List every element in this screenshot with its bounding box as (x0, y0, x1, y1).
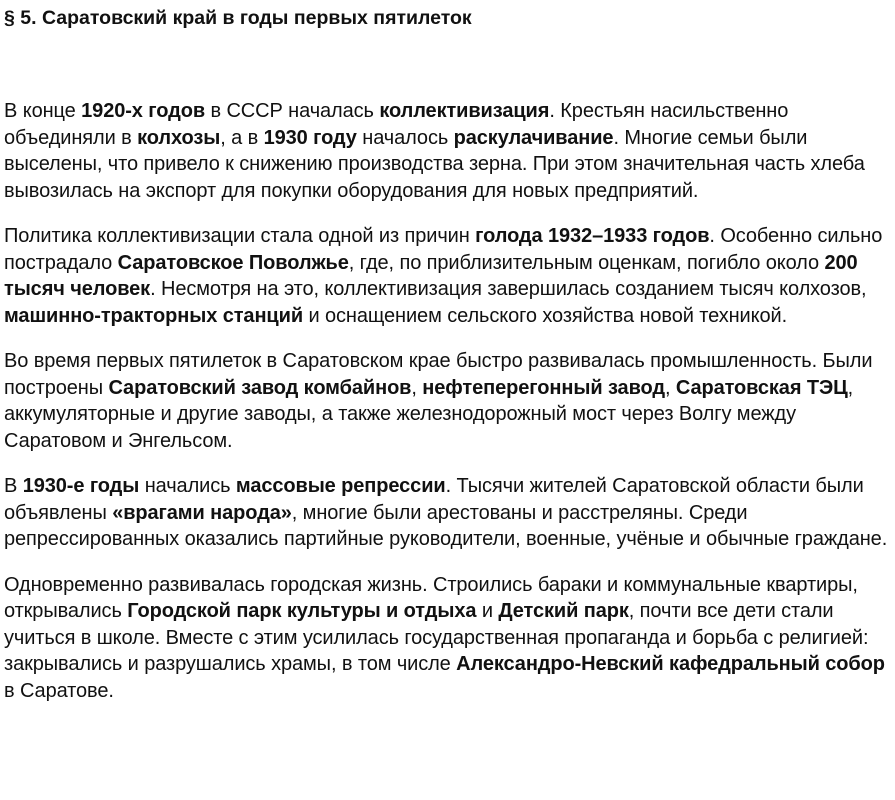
text-run: началось (356, 126, 454, 149)
bold-term: Александро-Невский кафедральный собор (456, 653, 885, 675)
bold-term: 1920-х годов (81, 100, 206, 122)
text-run: в Саратове. (4, 679, 114, 702)
bold-term: 1930 году (263, 126, 357, 149)
document-body (4, 98, 892, 723)
paragraph-1 (4, 98, 892, 204)
text-run: . Многие семьи были выселены, что привело к снижению производства зерна. При этом значительная часть хлеба вывозилась на экспорт для покупки оборудования для новых предприятий. (4, 126, 865, 202)
text-run: . Крестьян насильственно объединяли в (4, 100, 789, 149)
text-run: Политика коллективизации стала одной из причин (4, 225, 476, 247)
bold-term: 1930-е годы (22, 475, 140, 497)
text-run: . Тысячи жителей Саратовской области были объявлены (4, 475, 864, 524)
bold-term: «врагами народа» (112, 501, 292, 524)
text-run: , многие были арестованы и расстреляны. Среди репрессированных оказались партийные руководители, военные, учёные и обычные граждане. (4, 501, 888, 550)
text-run: , а в (220, 126, 264, 149)
bold-term: машинно-тракторных станций (4, 304, 304, 327)
text-run: начались (139, 475, 236, 497)
text-run: , почти все дети стали учиться в школе. Вместе с этим усилилась государственная пропаганда и борьба с религией: закрывались и разрушались храмы, в том числе (4, 600, 869, 675)
text-run: и (476, 600, 499, 622)
bold-term: колхозы (137, 126, 221, 149)
bold-term: Саратовский завод комбайнов (108, 376, 412, 399)
bold-term: 200 тысяч человек (4, 251, 858, 300)
bold-term: Городской парк культуры и отдыха (127, 600, 477, 622)
bold-term: нефтеперегонный завод (422, 376, 665, 399)
text-run: , где, по приблизительным оценкам, погибло около (348, 251, 825, 274)
text-run: Одновременно развивалась городская жизнь. Строились бараки и коммунальные квартиры, открывались (4, 573, 858, 622)
paragraph-5 (4, 572, 892, 705)
bold-term: массовые репрессии (235, 475, 446, 497)
text-run: . Особенно сильно пострадало (4, 225, 883, 274)
bold-term: Детский парк (498, 600, 629, 622)
text-run: . Несмотря на это, коллективизация завершилась созданием тысяч колхозов, (150, 278, 867, 300)
section-title: § 5. Саратовский край в годы первых пятилеток (4, 7, 472, 29)
bold-term: Саратовское Поволжье (117, 251, 349, 274)
text-run: В конце (4, 100, 82, 122)
bold-term: коллективизация (379, 100, 550, 122)
text-run: , аккумуляторные и другие заводы, а также железнодорожный мост через Волгу между Саратовом и Энгельсом. (4, 376, 854, 452)
text-run: В (4, 475, 23, 497)
bold-term: голода 1932–1933 годов (475, 225, 710, 247)
text-run: Во время первых пятилеток в Саратовском крае быстро развивалась промышленность. Были построены (4, 350, 873, 399)
text-run: в СССР началась (205, 100, 380, 122)
bold-term: раскулачивание (453, 126, 614, 149)
bold-term: Саратовская ТЭЦ (675, 376, 848, 399)
text-run: , (664, 376, 676, 399)
paragraph-3 (4, 348, 892, 454)
text-run: , (411, 376, 423, 399)
text-run: и оснащением сельского хозяйства новой техникой. (303, 304, 788, 327)
paragraph-2 (4, 223, 892, 329)
paragraph-4 (4, 473, 892, 553)
